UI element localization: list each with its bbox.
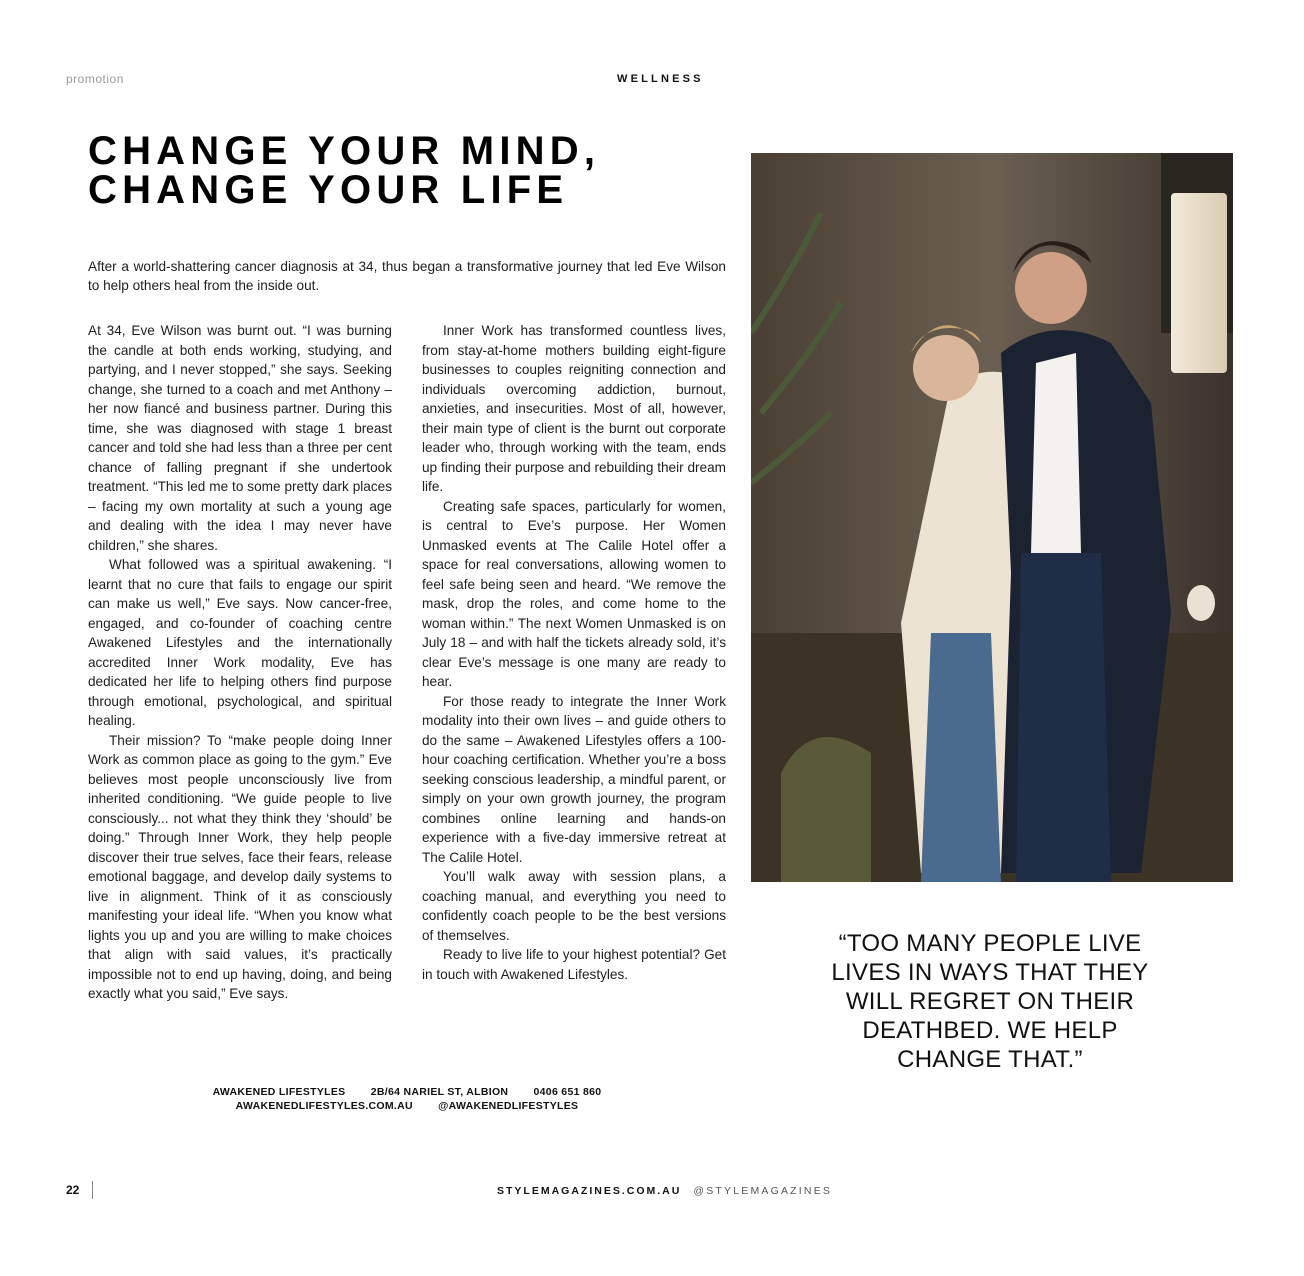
headline-line-2: CHANGE YOUR LIFE bbox=[88, 168, 569, 212]
contact-address: 2B/64 NARIEL ST, ALBION bbox=[370, 1086, 509, 1098]
article-column-2 bbox=[422, 321, 726, 984]
paragraph: At 34, Eve Wilson was burnt out. “I was burning the candle at both ends working, studying, and partying, and I never stopped,” she says. Seeking change, she turned to a coach and met Anthony – her now fiancé and business partner. During this time, she was diagnosed with stage 1 breast cancer and told she had less than a three per cent chance of falling pregnant if she undertook treatment. “This led me to some pretty dark places – facing my own mortality at such a young age and dealing with the idea I may never have children,” she shares. bbox=[88, 323, 392, 553]
contact-social-link[interactable]: @AWAKENEDLIFESTYLES bbox=[438, 1100, 579, 1112]
paragraph: Inner Work has transformed countless lives, from stay-at-home mothers building eight-figure businesses to couples reigniting connection and individuals overcoming addiction, burnout, anxieties, and insecurities. Most of all, however, their main type of client is the burnt out corporate leader who, through working with the team, ends up finding their purpose and rebuilding their dream life. bbox=[422, 323, 726, 494]
contact-line-1 bbox=[88, 1085, 726, 1099]
couple-photo bbox=[751, 153, 1233, 882]
contact-business: AWAKENED LIFESTYLES bbox=[212, 1086, 346, 1098]
paragraph: You’ll walk away with session plans, a coaching manual, and everything you need to confidently coach people to be the best versions of themselves. bbox=[422, 869, 726, 943]
paragraph: What followed was a spiritual awakening. “I learnt that no cure that fails to engage our spirit can make us well,” Eve says. Now cancer-free, engaged, and co-founder of coaching centre Awakened Lifestyles and the internationally accredited Inner Work modality, Eve has dedicated her life to helping others find purpose through emotional, psychological, and spiritual healing. bbox=[88, 557, 392, 728]
paragraph: Their mission? To “make people doing Inner Work as common place as going to the gym.” Eve believes most people unconsciously live from inherited conditioning. “We guide people to live consciously... not what they think they ‘should’ be doing.” Through Inner Work, they help people discover their true selves, face their fears, release emotional baggage, and develop daily systems to live in alignment. Think of it as consciously manifesting your ideal life. “When you know what lights you up and you are willing to make choices that align with said values, it’s practically impossible not to end up having, doing, and being exactly what you said,” Eve says. bbox=[88, 732, 392, 1001]
page-number: 22 bbox=[66, 1183, 80, 1197]
paragraph: Ready to live life to your highest potential? Get in touch with Awakened Lifestyles. bbox=[422, 947, 726, 982]
footer-site-link[interactable]: STYLEMAGAZINES.COM.AU bbox=[497, 1185, 682, 1197]
article-column-1 bbox=[88, 321, 392, 1004]
contact-website-link[interactable]: AWAKENEDLIFESTYLES.COM.AU bbox=[235, 1100, 413, 1112]
standfirst: After a world-shattering cancer diagnosis at 34, thus began a transformative journey that led Eve Wilson to help others heal from the inside out. bbox=[88, 259, 726, 293]
paragraph: For those ready to integrate the Inner Work modality into their own lives – and guide others to do the same – Awakened Lifestyles offers a 100-hour coaching certification. Whether you’re a boss seeking conscious leadership, a mindful parent, or simply on your own growth journey, the program combines online learning and hands-on experience with a five-day immersive retreat at The Calile Hotel. bbox=[422, 693, 726, 865]
page-divider bbox=[92, 1181, 93, 1199]
section-label: WELLNESS bbox=[617, 73, 704, 85]
headline bbox=[88, 129, 601, 212]
pull-quote: “TOO MANY PEOPLE LIVE LIVES IN WAYS THAT THEY WILL REGRET ON THEIR DEATHBED. WE HELP CHANGE THAT.” bbox=[831, 930, 1149, 1073]
contact-line-2 bbox=[88, 1099, 726, 1113]
contact-phone[interactable]: 0406 651 860 bbox=[533, 1086, 602, 1098]
footer-handle-link[interactable]: @STYLEMAGAZINES bbox=[693, 1185, 833, 1197]
promotion-label: promotion bbox=[66, 72, 124, 86]
headline-line-1: CHANGE YOUR MIND, bbox=[88, 129, 601, 173]
paragraph: Creating safe spaces, particularly for women, is central to Eve’s purpose. Her Women Unmasked events at The Calile Hotel offer a space for real conversations, allowing women to feel safe being seen and heard. “We remove the mask, drop the roles, and come home to the woman within.” The next Women Unmasked is on July 18 – and with half the tickets already sold, it’s clear Eve’s message is one many are ready to hear. bbox=[422, 498, 726, 689]
footer bbox=[497, 1185, 832, 1197]
